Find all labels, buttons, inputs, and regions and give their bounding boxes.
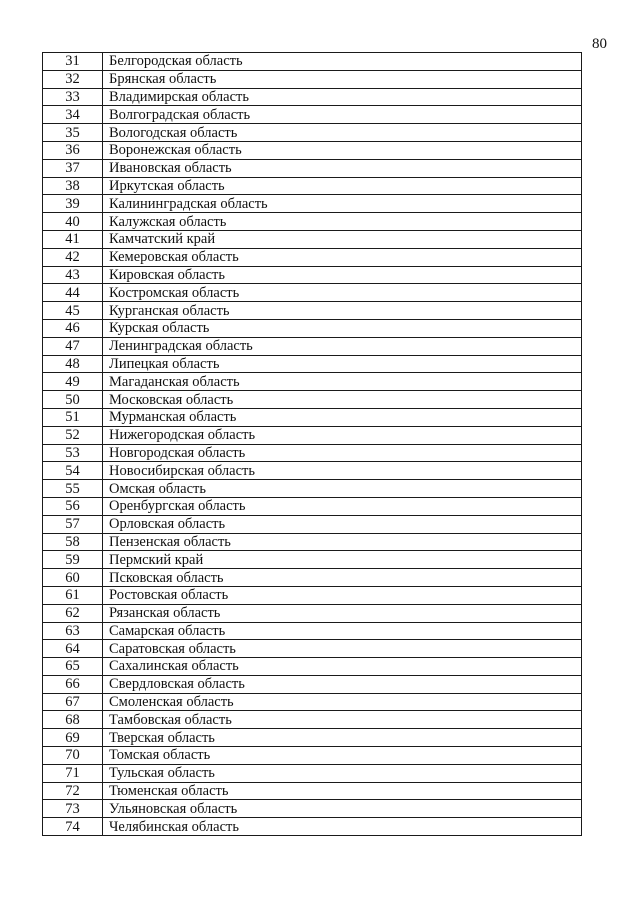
row-number-cell: 67 [43,693,103,711]
region-name-cell: Пензенская область [103,533,582,551]
row-number-cell: 57 [43,515,103,533]
table-row [43,604,582,622]
table-row [43,622,582,640]
region-name-cell: Ростовская область [103,586,582,604]
region-name-cell: Иркутская область [103,177,582,195]
region-name-cell: Вологодская область [103,124,582,142]
table-row [43,782,582,800]
row-number-cell: 70 [43,747,103,765]
table-row [43,586,582,604]
region-name-cell: Саратовская область [103,640,582,658]
table-row [43,141,582,159]
row-number-cell: 65 [43,658,103,676]
region-name-cell: Нижегородская область [103,426,582,444]
table-row [43,53,582,71]
table-row [43,462,582,480]
table-row [43,355,582,373]
table-row [43,213,582,231]
table-row [43,266,582,284]
table-row [43,764,582,782]
region-name-cell: Ульяновская область [103,800,582,818]
table-row [43,729,582,747]
row-number-cell: 31 [43,53,103,71]
table-row [43,408,582,426]
row-number-cell: 50 [43,391,103,409]
table-row [43,106,582,124]
table-row [43,480,582,498]
row-number-cell: 53 [43,444,103,462]
table-row [43,658,582,676]
row-number-cell: 45 [43,302,103,320]
table-row [43,800,582,818]
row-number-cell: 68 [43,711,103,729]
row-number-cell: 40 [43,213,103,231]
region-name-cell: Орловская область [103,515,582,533]
row-number-cell: 37 [43,159,103,177]
row-number-cell: 47 [43,337,103,355]
region-name-cell: Новгородская область [103,444,582,462]
table-row [43,533,582,551]
row-number-cell: 43 [43,266,103,284]
row-number-cell: 63 [43,622,103,640]
region-name-cell: Оренбургская область [103,497,582,515]
table-row [43,177,582,195]
table-row [43,569,582,587]
row-number-cell: 32 [43,70,103,88]
region-name-cell: Белгородская область [103,53,582,71]
table-row [43,391,582,409]
region-name-cell: Магаданская область [103,373,582,391]
region-name-cell: Томская область [103,747,582,765]
row-number-cell: 38 [43,177,103,195]
row-number-cell: 61 [43,586,103,604]
table-row [43,373,582,391]
row-number-cell: 56 [43,497,103,515]
table-row [43,640,582,658]
region-name-cell: Тамбовская область [103,711,582,729]
region-name-cell: Камчатский край [103,230,582,248]
row-number-cell: 41 [43,230,103,248]
row-number-cell: 35 [43,124,103,142]
table-row [43,818,582,836]
row-number-cell: 42 [43,248,103,266]
row-number-cell: 59 [43,551,103,569]
row-number-cell: 64 [43,640,103,658]
table-row [43,693,582,711]
region-name-cell: Курская область [103,319,582,337]
region-name-cell: Ивановская область [103,159,582,177]
row-number-cell: 44 [43,284,103,302]
row-number-cell: 36 [43,141,103,159]
row-number-cell: 71 [43,764,103,782]
region-name-cell: Пермский край [103,551,582,569]
row-number-cell: 72 [43,782,103,800]
table-row [43,444,582,462]
table-row [43,88,582,106]
table-row [43,284,582,302]
region-name-cell: Тульская область [103,764,582,782]
region-name-cell: Самарская область [103,622,582,640]
table-row [43,302,582,320]
region-name-cell: Свердловская область [103,675,582,693]
region-name-cell: Смоленская область [103,693,582,711]
region-name-cell: Костромская область [103,284,582,302]
row-number-cell: 34 [43,106,103,124]
table-row [43,711,582,729]
row-number-cell: 33 [43,88,103,106]
region-name-cell: Сахалинская область [103,658,582,676]
table-row [43,70,582,88]
row-number-cell: 39 [43,195,103,213]
table-row [43,124,582,142]
table-row [43,675,582,693]
row-number-cell: 48 [43,355,103,373]
region-name-cell: Кировская область [103,266,582,284]
row-number-cell: 58 [43,533,103,551]
region-name-cell: Липецкая область [103,355,582,373]
region-name-cell: Тюменская область [103,782,582,800]
region-name-cell: Челябинская область [103,818,582,836]
region-name-cell: Брянская область [103,70,582,88]
row-number-cell: 55 [43,480,103,498]
region-name-cell: Калужская область [103,213,582,231]
row-number-cell: 51 [43,408,103,426]
region-name-cell: Ленинградская область [103,337,582,355]
region-name-cell: Московская область [103,391,582,409]
row-number-cell: 62 [43,604,103,622]
region-name-cell: Новосибирская область [103,462,582,480]
table-row [43,551,582,569]
table-row [43,426,582,444]
table-row [43,248,582,266]
region-name-cell: Калининградская область [103,195,582,213]
region-name-cell: Псковская область [103,569,582,587]
region-name-cell: Владимирская область [103,88,582,106]
row-number-cell: 73 [43,800,103,818]
table-row [43,497,582,515]
row-number-cell: 54 [43,462,103,480]
row-number-cell: 74 [43,818,103,836]
row-number-cell: 52 [43,426,103,444]
region-name-cell: Тверская область [103,729,582,747]
region-name-cell: Рязанская область [103,604,582,622]
row-number-cell: 49 [43,373,103,391]
table-row [43,319,582,337]
page-number: 80 [592,36,607,52]
row-number-cell: 60 [43,569,103,587]
region-name-cell: Курганская область [103,302,582,320]
table-row [43,747,582,765]
region-name-cell: Мурманская область [103,408,582,426]
table-row [43,230,582,248]
region-name-cell: Воронежская область [103,141,582,159]
region-name-cell: Омская область [103,480,582,498]
row-number-cell: 66 [43,675,103,693]
region-name-cell: Кемеровская область [103,248,582,266]
regions-table-body [43,53,582,836]
row-number-cell: 69 [43,729,103,747]
regions-table [42,52,582,836]
table-row [43,159,582,177]
table-row [43,515,582,533]
row-number-cell: 46 [43,319,103,337]
region-name-cell: Волгоградская область [103,106,582,124]
table-row [43,195,582,213]
table-row [43,337,582,355]
